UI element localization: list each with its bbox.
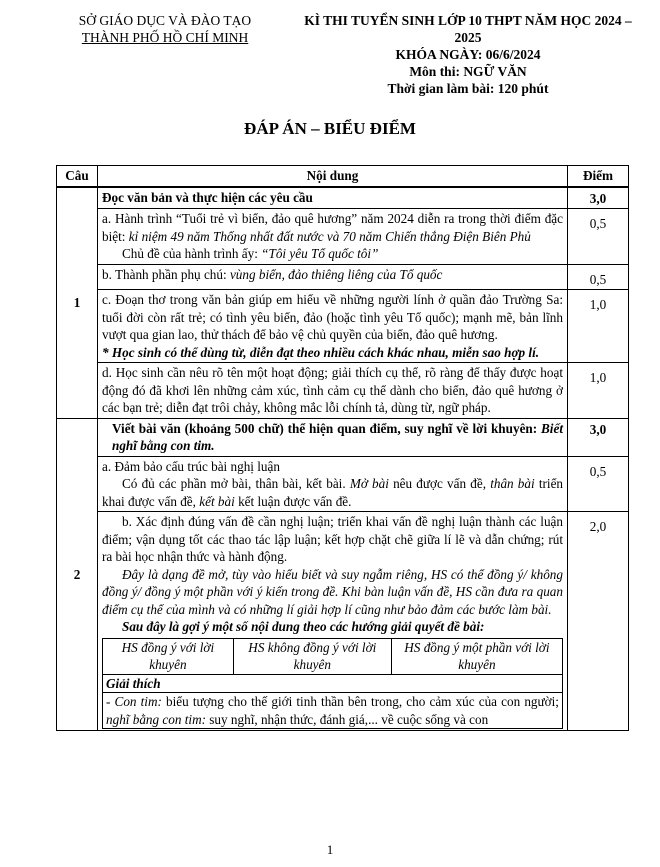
exam-date: KHÓA NGÀY: 06/6/2024 (395, 47, 541, 62)
q1-b-text: b. Thành phần phụ chú: (102, 266, 230, 282)
option-disagree: HS không đồng ý với lời khuyên (233, 638, 391, 674)
issuer-line-2: THÀNH PHỐ HỒ CHÍ MINH (81, 30, 249, 45)
page-number: 1 (326, 842, 334, 857)
explain-text: biểu tượng cho thế giới tinh thần bên trong, cho cảm xúc của con người; (161, 694, 559, 709)
exam-title: KÌ THI TUYỂN SINH LỚP 10 THPT NĂM HỌC 2024 – 2025 (304, 13, 632, 45)
table-row (57, 456, 629, 512)
q2-section-title (98, 418, 568, 456)
q1-c-note: * Học sinh có thể dùng từ, diễn đạt theo nhiều cách khác nhau, miễn sao hợp lí. (102, 344, 540, 360)
q1-c-score: 1,0 (568, 290, 629, 363)
option-agree: HS đồng ý với lời khuyên (103, 638, 234, 674)
q2-section-text: Viết bài văn (khoảng 500 chữ) thể hiện quan điểm, suy nghĩ về lời khuyên: (112, 420, 542, 436)
q1-section-title: Đọc văn bản và thực hiện các yêu cầu (98, 187, 568, 209)
explain-term: Con tim: (114, 694, 162, 709)
table-row (57, 290, 629, 363)
q2-a-text: triển khai được vấn đề, (102, 476, 564, 509)
table-row (57, 187, 629, 209)
table-row (57, 209, 629, 265)
options-table (102, 638, 563, 730)
q1-b-content (98, 264, 568, 290)
q2-a-text: nêu được vấn đề, (388, 476, 491, 491)
q2-b-content (98, 512, 568, 731)
q2-a-text: Có đủ các phần mở bài, thân bài, kết bài. (122, 476, 350, 491)
q1-a-content (98, 209, 568, 265)
q1-d-content: d. Học sinh cần nêu rõ tên một hoạt động; giải thích cụ thể, rõ ràng để thấy được hoạt động đó đã khơi lên những cảm xúc, tình cảm cụ thể dành cho biển, đảo quê hương ở các bạn trẻ; diễn đạt trôi chảy, không mắc lỗi chính tả, dùng từ, ngữ pháp. (98, 363, 568, 419)
q2-a-it: kết bài (199, 493, 235, 509)
q2-a-title: a. Đảm bảo cấu trúc bài nghị luận (102, 458, 280, 474)
col-header-cau: Câu (57, 166, 98, 187)
q1-b-text-italic: vùng biển, đảo thiêng liêng của Tổ quốc (229, 266, 443, 282)
explain-label: Giải thích (103, 674, 563, 693)
table-row (57, 512, 629, 731)
col-header-diem: Điểm (568, 166, 629, 187)
q1-b-score: 0,5 (568, 264, 629, 290)
q1-a-text: a. Hành trình “Tuổi trẻ vì biển, đảo quê hương” năm 2024 diễn ra trong thời điểm đặc biệt: (102, 211, 563, 244)
question-number: 1 (57, 187, 98, 419)
table-row (57, 418, 629, 456)
exam-info-block (298, 12, 638, 97)
q1-a-theme: “Tôi yêu Tổ quốc tôi” (261, 246, 379, 261)
q1-section-score: 3,0 (568, 187, 629, 209)
document-title: ĐÁP ÁN – BIỂU ĐIỂM (244, 119, 416, 138)
explain-text: suy nghĩ, nhận thức, đánh giá,... về cuộc sống và con (206, 711, 489, 727)
q2-a-text: kết luận được vấn đề. (234, 493, 352, 509)
question-number: 2 (57, 418, 98, 731)
q1-c-text: c. Đoạn thơ trong văn bản giúp em hiểu về những người lính ở quần đảo Trường Sa: tuổi đời còn rất trẻ; có tình yêu biển, đảo (hoặc tình yêu Tổ quốc); mạnh mẽ, bản lĩnh vượt qua gian lao, thử thách để bảo vệ chủ quyền của biển, đảo quê hương. (102, 292, 563, 342)
q2-b-text: b. Xác định đúng vấn đề cần nghị luận; triển khai vấn đề nghị luận thành các luận điểm; vận dụng tốt các thao tác lập luận; kết hợp chặt chẽ giữa lí lẽ và dẫn chứng; rút ra bài học nhận thức và hành động. (102, 514, 563, 564)
q1-d-score: 1,0 (568, 363, 629, 419)
issuer-line-1: SỞ GIÁO DỤC VÀ ĐÀO TẠO (78, 13, 252, 28)
q2-b-note: Đây là dạng đề mở, tùy vào hiểu biết và suy ngẫm riêng, HS có thể đồng ý/ không đồng ý/ đồng ý một phần với ý kiến trong đề. Khi bàn luận vấn đề, HS cần đưa ra quan điểm cụ thể của mình và có những lí giải hợp lí cũng như bảo đảm các bước làm bài. (102, 566, 563, 617)
q2-a-it: thân bài (490, 476, 535, 491)
q2-section-score: 3,0 (568, 418, 629, 456)
q2-b-score: 2,0 (568, 512, 629, 731)
q2-section-quote: Biết nghĩ bằng con tim. (112, 420, 563, 453)
option-partial: HS đồng ý một phần với lời khuyên (391, 638, 562, 674)
explain-term: nghĩ bằng con tim: (106, 711, 206, 727)
exam-duration: Thời gian làm bài: 120 phút (387, 81, 549, 96)
q2-b-hint: Sau đây là gợi ý một số nội dung theo các hướng giải quyết đề bài: (122, 619, 485, 634)
q1-a-text-italic: kỉ niệm 49 năm Thống nhất đất nước và 70 năm Chiến thắng Điện Biên Phủ (128, 228, 531, 244)
q2-a-content (98, 456, 568, 512)
explain-content: - Con tim: biểu tượng cho thế giới tinh thần bên trong, cho cảm xúc của con người; nghĩ bằng con tim: suy nghĩ, nhận thức, đánh giá,... về cuộc sống và con (103, 693, 563, 729)
col-header-noidung: Nội dung (98, 166, 568, 187)
q1-c-content (98, 290, 568, 363)
q2-a-it: Mở bài (349, 476, 389, 491)
table-header-row (57, 166, 629, 187)
q1-a-theme-label: Chủ đề của hành trình ấy: (122, 246, 262, 261)
table-row (57, 264, 629, 290)
q1-a-score: 0,5 (568, 209, 629, 265)
issuer-block (40, 12, 290, 46)
q2-a-score: 0,5 (568, 456, 629, 512)
exam-subject: Môn thi: NGỮ VĂN (409, 64, 527, 79)
table-row (57, 363, 629, 419)
answer-table (56, 165, 629, 731)
